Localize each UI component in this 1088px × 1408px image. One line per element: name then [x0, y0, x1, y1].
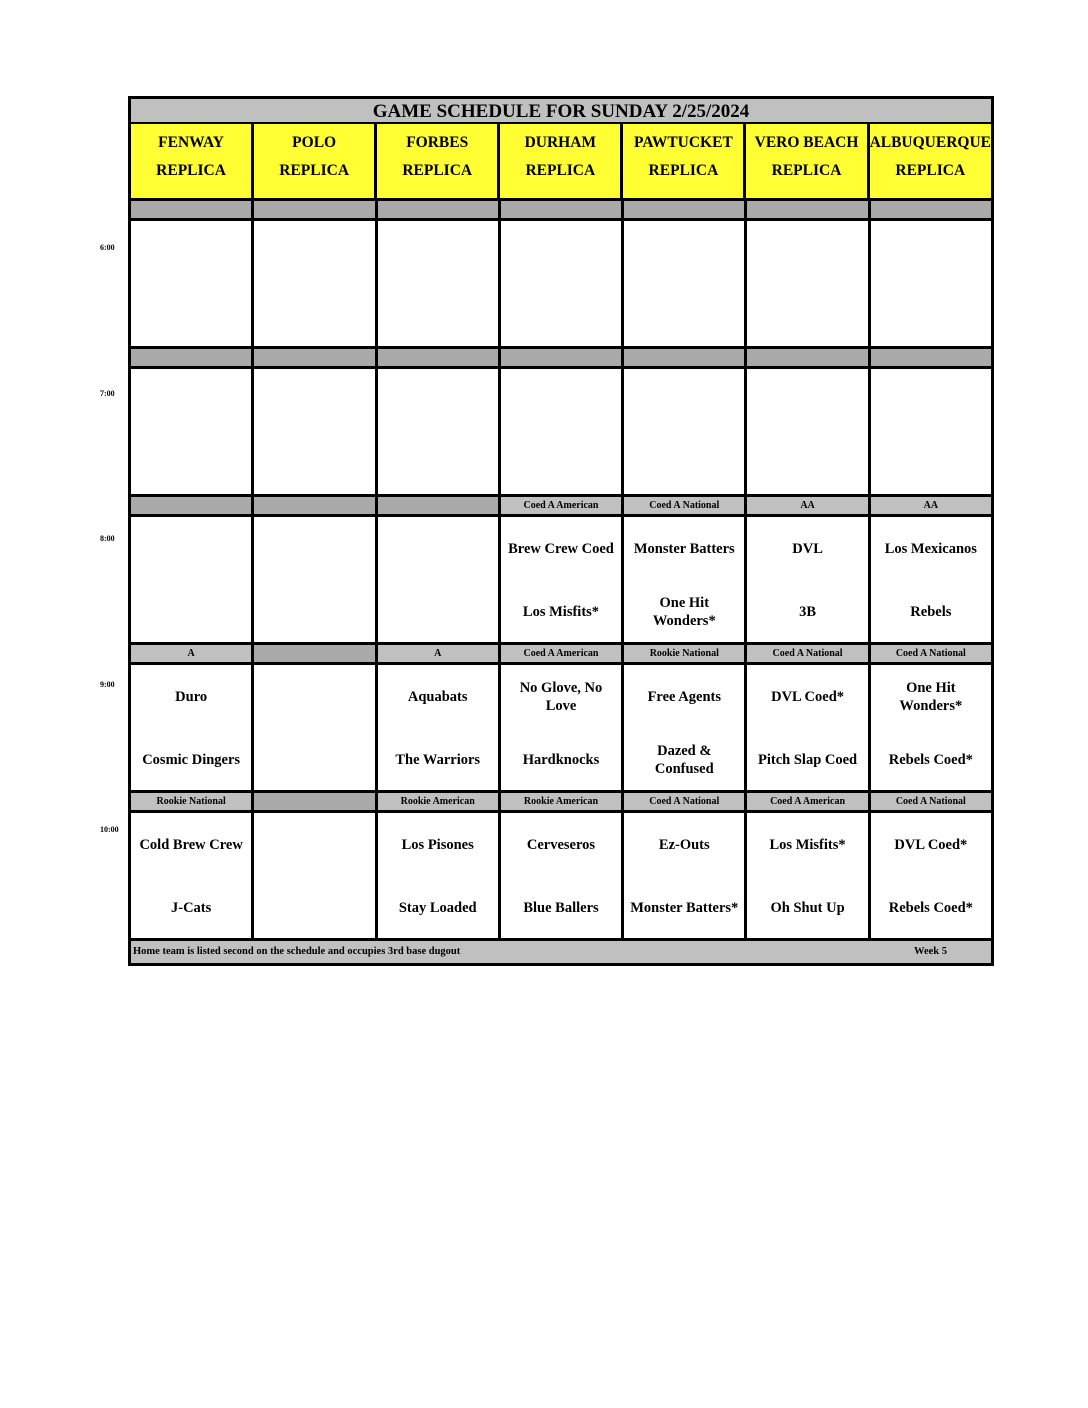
- schedule-title: GAME SCHEDULE FOR SUNDAY 2/25/2024: [131, 99, 991, 124]
- home-team: Monster Batters*: [630, 900, 739, 916]
- field-header-durham: [500, 124, 620, 198]
- home-team: Rebels Coed*: [888, 752, 973, 768]
- division-row: [131, 201, 991, 218]
- division-label: [254, 645, 374, 662]
- division-row: [131, 793, 991, 810]
- division-label: A: [131, 645, 251, 662]
- field-subtitle: REPLICA: [279, 162, 350, 179]
- time-label: 9:00: [100, 679, 115, 689]
- away-team: Duro: [175, 689, 208, 705]
- away-team: Cold Brew Crew: [139, 837, 243, 853]
- home-team-note: Home team is listed second on the schedule and occupies 3rd base dugout: [133, 946, 461, 957]
- field-subtitle: REPLICA: [525, 162, 596, 179]
- home-team: 3B: [799, 604, 817, 620]
- division-label: Rookie American: [378, 793, 498, 810]
- home-team: Rebels: [910, 604, 952, 620]
- division-label: Coed A National: [624, 793, 744, 810]
- time-label: 10:00: [100, 825, 119, 834]
- field-name: DURHAM: [524, 134, 597, 151]
- away-team: Monster Batters: [633, 541, 735, 557]
- field-name: ALBUQUERQUE: [869, 134, 991, 151]
- game-cell: [254, 221, 374, 346]
- away-team: One Hit Wonders*: [899, 680, 963, 714]
- division-label: [131, 201, 251, 218]
- home-team: Oh Shut Up: [770, 900, 845, 916]
- field-name: FORBES: [406, 134, 469, 151]
- division-label: [378, 497, 498, 514]
- game-cell: [131, 221, 251, 346]
- division-label: [624, 349, 744, 366]
- away-team: DVL Coed*: [771, 689, 845, 705]
- division-label: AA: [747, 497, 867, 514]
- division-label: [131, 497, 251, 514]
- game-cell: [501, 665, 621, 790]
- division-label: [747, 201, 867, 218]
- game-cell: [131, 813, 251, 938]
- game-cell: [624, 665, 744, 790]
- division-label: [378, 349, 498, 366]
- home-team: J-Cats: [171, 900, 212, 916]
- game-cell: [378, 221, 498, 346]
- game-cell: [501, 221, 621, 346]
- game-cell: [501, 813, 621, 938]
- game-cell: [501, 369, 621, 494]
- division-label: [747, 349, 867, 366]
- time-slots: [131, 198, 991, 938]
- game-cell: [254, 665, 374, 790]
- division-label: [501, 349, 621, 366]
- field-header-forbes: [377, 124, 497, 198]
- game-cell: [131, 517, 251, 642]
- schedule-footer: [131, 938, 991, 963]
- division-label: Coed A American: [501, 497, 621, 514]
- division-row: [131, 645, 991, 662]
- division-label: [254, 497, 374, 514]
- home-team: The Warriors: [395, 752, 481, 768]
- home-team: One Hit Wonders*: [652, 595, 716, 629]
- division-label: Rookie National: [624, 645, 744, 662]
- week-label: Week 5: [914, 946, 947, 957]
- away-team: Brew Crew Coed: [508, 541, 614, 557]
- field-subtitle: REPLICA: [402, 162, 473, 179]
- division-label: Coed A American: [501, 645, 621, 662]
- division-label: Coed A National: [747, 645, 867, 662]
- game-cell: [871, 665, 991, 790]
- division-label: Rookie National: [131, 793, 251, 810]
- game-cell: [871, 517, 991, 642]
- away-team: DVL: [792, 541, 823, 557]
- home-team: Dazed & Confused: [654, 743, 714, 777]
- division-label: [254, 349, 374, 366]
- home-team: Cosmic Dingers: [142, 752, 241, 768]
- game-cell: [131, 665, 251, 790]
- game-slot-row: [131, 517, 991, 642]
- field-header-albuquerque: [870, 124, 991, 198]
- away-team: Aquabats: [407, 689, 468, 705]
- division-label: Rookie American: [501, 793, 621, 810]
- division-label: [254, 201, 374, 218]
- field-header-polo: [254, 124, 374, 198]
- game-cell: [871, 369, 991, 494]
- away-team: Los Mexicanos: [884, 541, 977, 557]
- game-cell: [378, 665, 498, 790]
- home-team: Hardknocks: [522, 752, 600, 768]
- game-cell: [747, 369, 867, 494]
- division-label: [254, 793, 374, 810]
- game-slot-row: [131, 813, 991, 938]
- field-header-vero-beach: [746, 124, 866, 198]
- game-cell: [624, 813, 744, 938]
- game-cell: [747, 813, 867, 938]
- home-team: Stay Loaded: [398, 900, 477, 916]
- home-team: Blue Ballers: [523, 900, 599, 916]
- field-name: FENWAY: [158, 134, 224, 151]
- division-label: [501, 201, 621, 218]
- division-label: Coed A American: [747, 793, 867, 810]
- game-cell: [254, 813, 374, 938]
- field-header-row: [131, 124, 991, 198]
- division-label: A: [378, 645, 498, 662]
- game-cell: [378, 369, 498, 494]
- game-cell: [747, 665, 867, 790]
- field-name: PAWTUCKET: [634, 134, 733, 151]
- away-team: No Glove, No Love: [519, 680, 603, 714]
- field-header-pawtucket: [623, 124, 743, 198]
- game-cell: [747, 517, 867, 642]
- division-row: [131, 349, 991, 366]
- field-subtitle: REPLICA: [648, 162, 719, 179]
- time-label: 7:00: [100, 388, 115, 398]
- division-label: [131, 349, 251, 366]
- away-team: Cerveseros: [526, 837, 596, 853]
- division-label: [624, 201, 744, 218]
- game-cell: [378, 813, 498, 938]
- game-cell: [871, 813, 991, 938]
- division-row: [131, 497, 991, 514]
- field-subtitle: REPLICA: [771, 162, 842, 179]
- game-cell: [254, 517, 374, 642]
- away-team: Ez-Outs: [658, 837, 710, 853]
- field-subtitle: REPLICA: [156, 162, 226, 179]
- home-team: Los Misfits*: [522, 604, 600, 620]
- game-cell: [131, 369, 251, 494]
- division-label: AA: [871, 497, 991, 514]
- field-name: VERO BEACH: [754, 134, 859, 151]
- game-cell: [254, 369, 374, 494]
- away-team: Free Agents: [647, 689, 721, 705]
- division-label: Coed A National: [624, 497, 744, 514]
- time-label: 8:00: [100, 534, 115, 543]
- schedule-sheet: [128, 96, 994, 966]
- game-slot-row: [131, 369, 991, 494]
- field-header-fenway: [131, 124, 251, 198]
- field-subtitle: REPLICA: [895, 162, 966, 179]
- game-cell: [624, 221, 744, 346]
- game-cell: [501, 517, 621, 642]
- division-label: Coed A National: [871, 793, 991, 810]
- division-label: [871, 349, 991, 366]
- game-cell: [378, 517, 498, 642]
- game-cell: [624, 517, 744, 642]
- away-team: DVL Coed*: [894, 837, 968, 853]
- game-cell: [624, 369, 744, 494]
- game-cell: [747, 221, 867, 346]
- division-label: [871, 201, 991, 218]
- away-team: Los Pisones: [401, 837, 474, 853]
- game-slot-row: [131, 665, 991, 790]
- away-team: Los Misfits*: [769, 837, 846, 853]
- time-label: 6:00: [100, 243, 115, 252]
- division-label: Coed A National: [871, 645, 991, 662]
- field-name: POLO: [292, 134, 337, 151]
- game-cell: [871, 221, 991, 346]
- division-label: [378, 201, 498, 218]
- home-team: Pitch Slap Coed: [758, 752, 858, 768]
- home-team: Rebels Coed*: [888, 900, 973, 916]
- game-slot-row: [131, 221, 991, 346]
